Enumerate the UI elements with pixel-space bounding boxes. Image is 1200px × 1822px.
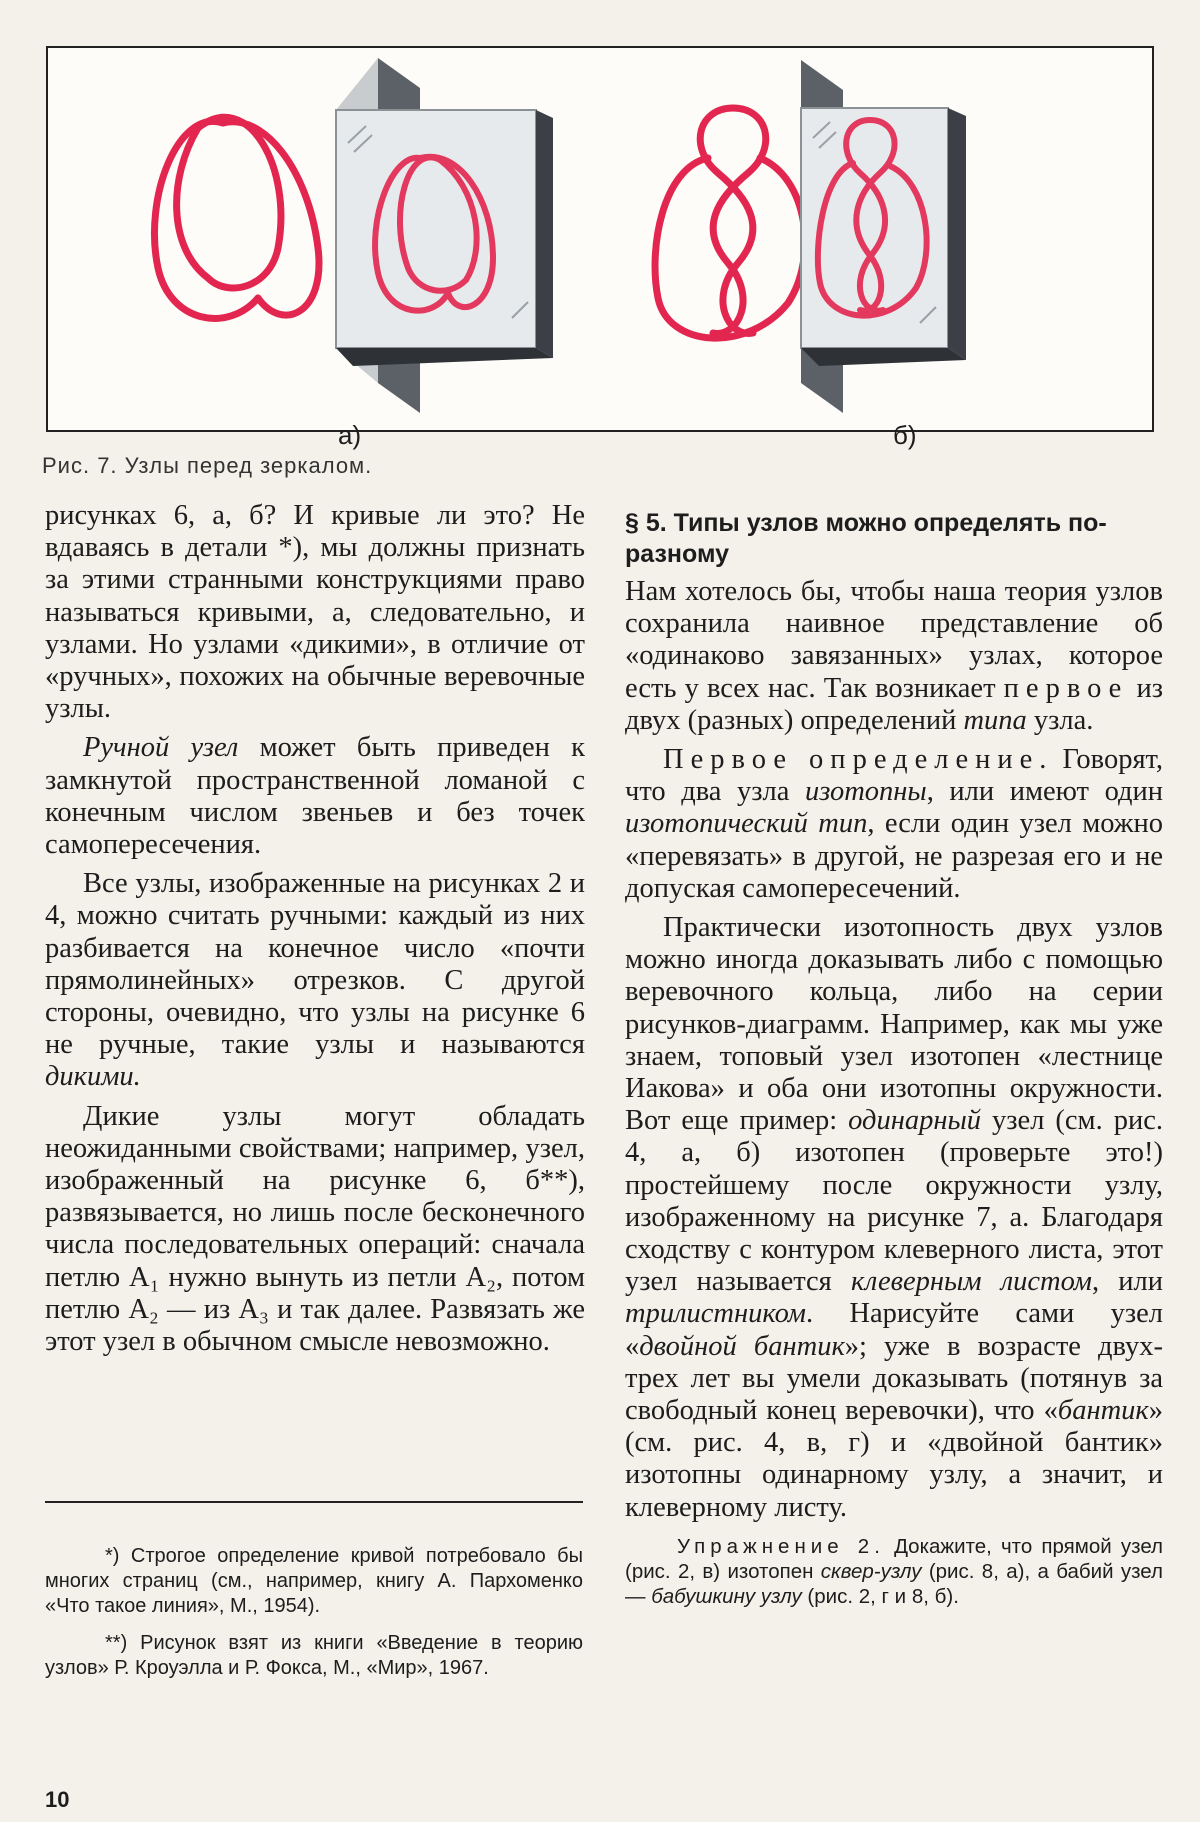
footnote-divider <box>45 1501 583 1503</box>
exercise-title: Упражнение 2. <box>677 1534 885 1558</box>
right-paragraph-2: Первое определение. Говорят, что два узла изотопны, или имеют один изотопический тип, если один узел можно «перевязать» в другой, не разрезая его и не допуская самопересечений. <box>625 744 1164 904</box>
mirror-a-icon <box>336 58 553 413</box>
right-paragraph-1: Нам хотелось бы, чтобы наша теория узлов сохранила наивное представление об «одинаково завязанных» узлах, которое есть у всех нас. Так возникает первое из двух (разных) определений типа узла. <box>625 576 1163 736</box>
left-paragraph-2: Ручной узел может быть приведен к замкнутой пространственной ломаной с конечным числом звеньев и без точек самопересечения. <box>45 732 585 861</box>
figure-eight-knot-icon <box>655 108 805 338</box>
trefoil-knot-icon <box>154 117 319 318</box>
left-paragraph-4: Дикие узлы могут обладать неожиданными свойствами; например, узел, изображенный на рисунке 6, б**), развязывается, но лишь после бесконечного числа последовательных операций: сначала петлю A₁ нужно вынуть из петли A₂, потом петлю A₂ — из A₃ и так далее. Развязать же этот узел в обычном смысле невозможно. <box>45 1100 585 1358</box>
figure-7-illustration <box>48 48 1152 430</box>
panel-b-label: б) <box>893 420 917 450</box>
right-column <box>625 500 1163 1609</box>
footnote-1: *) Строгое определение кривой потребовало бы многих страниц (см., например, книгу А. Пархоменко «Что такое линия», М., 1954). <box>45 1545 583 1617</box>
page-number: 10 <box>45 1787 70 1812</box>
figure-7 <box>46 46 1154 450</box>
exercise-2: Упражнение 2. Докажите, что прямой узел (рис. 2, в) изотопен сквер-узлу (рис. 8, а), а бабий узел — бабушкину узлу (рис. 2, г и 8, б). <box>625 1534 1164 1608</box>
footnotes <box>45 1544 583 1693</box>
left-paragraph-3: Все узлы, изображенные на рисунках 2 и 4, можно считать ручными: каждый из них разбивается на конечное число «почти прямолинейных» отрезков. С другой стороны, очевидно, что узлы на рисунке 6 не ручные, такие узлы и называются дикими. <box>45 868 585 1093</box>
left-paragraph-1: рисунках 6, а, б? И кривые ли это? Не вдаваясь в детали *), мы должны признать за этими странными конструкциями право называться кривыми, а, следовательно, и узлами. Но узлами «дикими», в отличие от «ручных», похожих на обычные веревочные узлы. <box>45 500 585 725</box>
left-column <box>45 500 585 1365</box>
right-paragraph-3: Практически изотопность двух узлов можно иногда доказывать либо с помощью веревочного кольца, либо на серии рисунков-диаграмм. Например, как мы уже знаем, топовый узел изотопен «лестнице Иакова» и оба они изотопны окружности. Вот еще пример: одинарный узел (см. рис. 4, а, б) изотопен (проверьте это!) простейшему после окружности узлу, изображенному на рисунке 7, а. Благодаря сходству с контуром клеверного листа, этот узел называется клеверным листом, или трилистником. Нарисуйте сами узел «двойной бантик»; уже в возрасте двух-трех лет вы умели доказывать (потянув за свободный конец веревочки), что «бантик» (см. рис. 4, в, г) и «двойной бантик» изотопны одинарному узлу, а значит, и клеверному листу. <box>625 912 1163 1523</box>
panel-a-label: а) <box>338 420 362 450</box>
term-wild: дикими. <box>45 1061 141 1093</box>
footnote-2: **) Рисунок взят из книги «Введение в теорию узлов» Р. Кроуэлла и Р. Фокса, М., «Мир», 1967. <box>45 1632 583 1679</box>
term-tame-knot: Ручной узел <box>83 732 239 764</box>
section-title: § 5. Типы узлов можно определять по-разному <box>625 509 1107 568</box>
figure-caption: Рис. 7. Узлы перед зеркалом. <box>42 453 373 478</box>
